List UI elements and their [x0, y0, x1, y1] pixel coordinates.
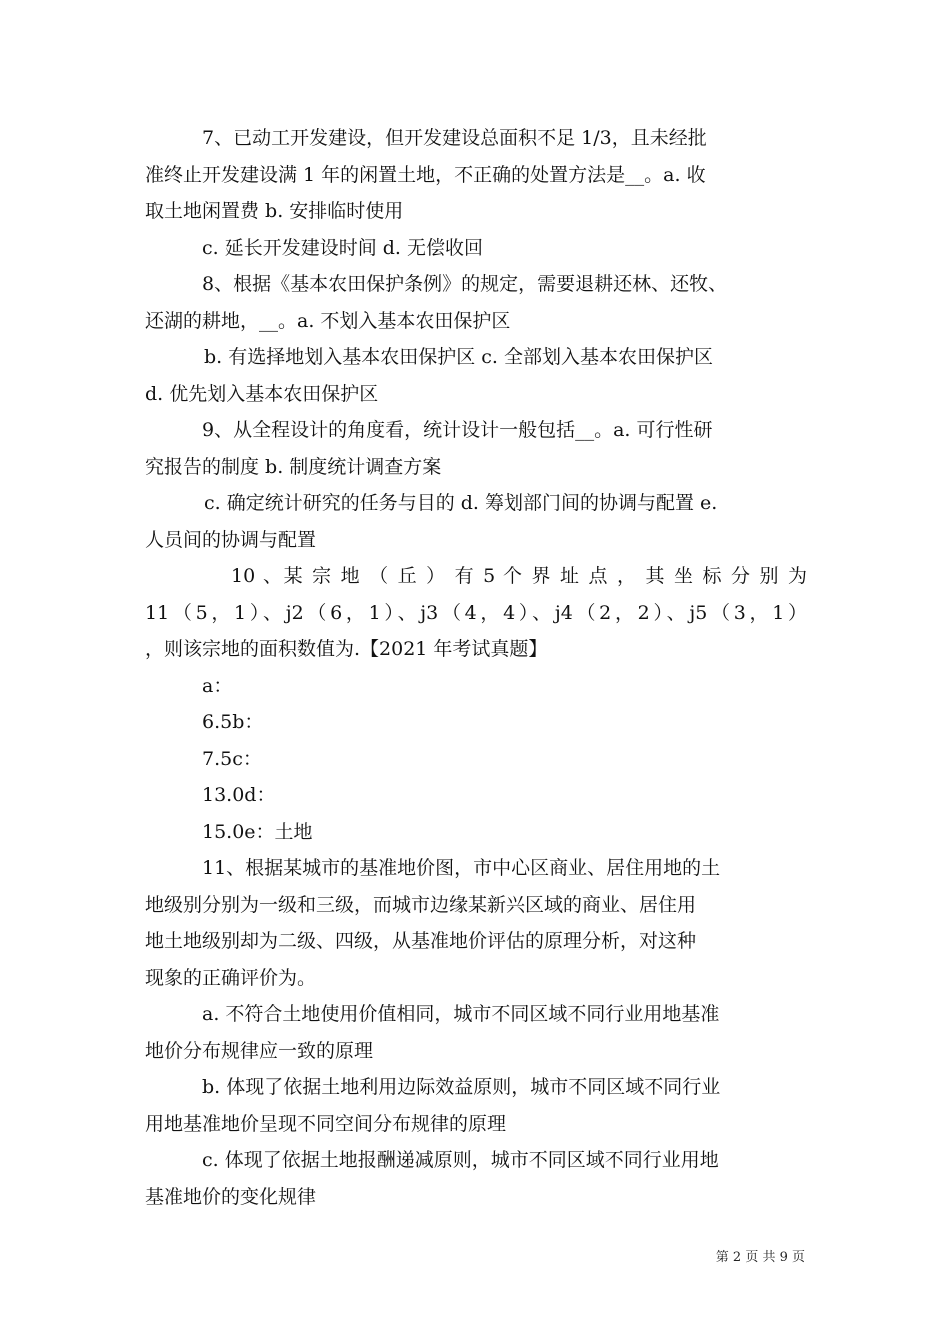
- q9-line-2: 究报告的制度 b. 制度统计调查方案: [145, 455, 442, 478]
- q11-line-4: 现象的正确评价为。: [145, 966, 317, 989]
- q11-line-3: 地土地级别却为二级、四级，从基准地价评估的原理分析，对这种: [145, 930, 697, 952]
- q8-line-3: b. 有选择地划入基本农田保护区 c. 全部划入基本农田保护区: [204, 346, 714, 368]
- q7-line-1: 7、已动工开发建设，但开发建设总面积不足 1/3，且未经批: [202, 127, 707, 149]
- q7-line-4: c. 延长开发建设时间 d. 无偿收回: [202, 236, 484, 259]
- q10-option-c: 7.5c：: [202, 747, 262, 770]
- q11-option-c-line-1: c. 体现了依据土地报酬递减原则，城市不同区域不同行业用地: [202, 1149, 719, 1171]
- q10-line-3: ，则该宗地的面积数值为.【2021 年考试真题】: [145, 638, 548, 660]
- q11-option-a-line-2: 地价分布规律应一致的原理: [145, 1039, 374, 1062]
- q7-line-2: 准终止开发建设满 1 年的闲置土地，不正确的处置方法是__。a. 收: [145, 163, 706, 186]
- q9-line-1: 9、从全程设计的角度看，统计设计一般包括__。a. 可行性研: [202, 419, 713, 441]
- q11-line-1: 11、根据某城市的基准地价图，市中心区商业、居住用地的土: [202, 857, 721, 879]
- q11-option-c-line-2: 基准地价的变化规律: [145, 1185, 317, 1208]
- q10-option-a: a：: [202, 674, 233, 697]
- q10-option-e: 15.0e：土地: [202, 820, 313, 843]
- q11-option-b-line-1: b. 体现了依据土地利用边际效益原则，城市不同区域不同行业: [202, 1076, 721, 1098]
- q9-line-3: c. 确定统计研究的任务与目的 d. 筹划部门间的协调与配置 e.: [204, 492, 718, 514]
- document-body: [145, 120, 807, 1215]
- q9-line-4: 人员间的协调与配置: [145, 528, 317, 551]
- q10-option-d: 13.0d：: [202, 784, 276, 806]
- q8-line-4: d. 优先划入基本农田保护区: [145, 382, 379, 405]
- q10-option-b: 6.5b：: [202, 711, 264, 733]
- q11-option-b-line-2: 用地基准地价呈现不同空间分布规律的原理: [145, 1112, 507, 1135]
- page-number-footer: 第 2 页 共 9 页: [715, 1250, 805, 1265]
- q11-line-2: 地级别分别为一级和三级，而城市边缘某新兴区域的商业、居住用: [145, 893, 697, 916]
- q8-line-2: 还湖的耕地，__。a. 不划入基本农田保护区: [145, 309, 511, 332]
- q8-line-1: 8、根据《基本农田保护条例》的规定，需要退耕还林、还牧、: [202, 273, 728, 295]
- q11-option-a-line-1: a. 不符合土地使用价值相同，城市不同区域不同行业用地基准: [202, 1003, 720, 1025]
- q7-line-3: 取土地闲置费 b. 安排临时使用: [145, 200, 404, 222]
- q10-line-2: 11（5，1）、j2（6，1）、j3（4，4）、j4（2，2）、j5（3，1）: [145, 601, 807, 624]
- q10-line-1: 10 、某 宗 地 （ 丘 ） 有 5 个 界 址 点 ， 其 坐 标 分 别 为: [231, 565, 807, 587]
